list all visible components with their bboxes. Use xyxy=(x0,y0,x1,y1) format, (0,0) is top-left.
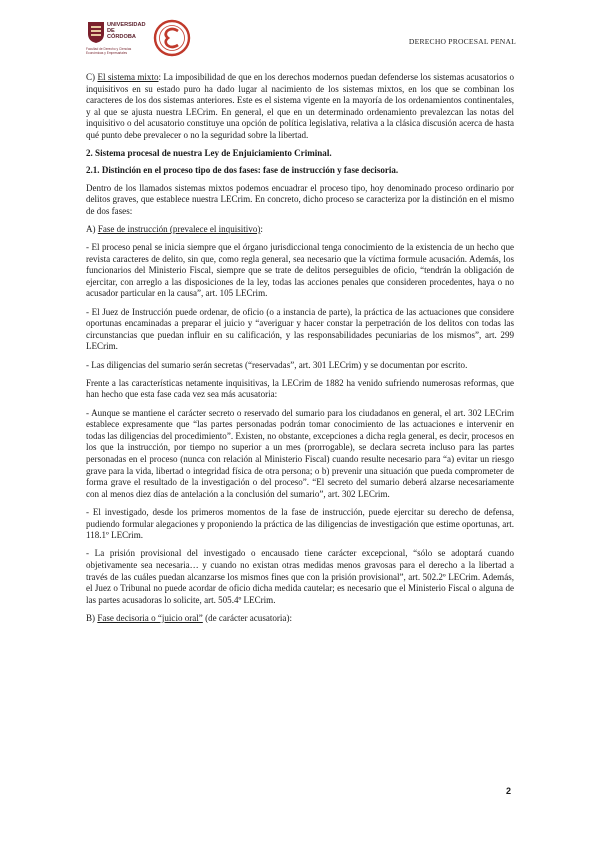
paragraph-intro: Dentro de los llamados sistemas mixtos podemos encuadrar el proceso tipo, hoy denominado proceso ordinario por delitos graves, que establece nuestra LECrim. En concreto, dicho proceso se caracteriza por la distinción en el mismo de dos fases: xyxy=(86,182,514,216)
underlined-term: Fase decisoria o “juicio oral” xyxy=(97,612,203,623)
logo-line-3: CÓRDOBA xyxy=(107,34,136,40)
paragraph: - El Juez de Instrucción puede ordenar, de oficio (o a instancia de parte), la práctica de las actuaciones que considere oportunas encaminadas a preparar el juicio y “averiguar y hacer constar la perpetración de los delitos con todas las circunstancias que puedan influir en su calificación, y las responsabilidades pecuniarias de los mismos”, art. 299 LECrim. xyxy=(86,306,514,352)
page-content xyxy=(86,72,514,631)
paragraph-text: (de carácter acusatoria): xyxy=(202,612,292,623)
logo-line-1: UNIVERSIDAD xyxy=(107,22,146,28)
faculty-name: Facultad de Derecho y Ciencias Económicas y Empresariales xyxy=(86,47,132,55)
item-label: B) xyxy=(86,612,98,623)
underlined-term: El sistema mixto xyxy=(97,72,159,82)
paragraph: - El proceso penal se inicia siempre que el órgano jurisdiccional tenga conocimiento de la existencia de un hecho que revista caracteres de delito, sin que, como regla general, sea necesario que la víctima formule acusación. Además, los funcionarios del Ministerio Fiscal, siempre que se trate de delitos perseguibles de oficio, “tendrán la obligación de ejercitar, con arreglo a las disposiciones de la ley, todas las acciones penales que consideren procedentes, haya o no acusador particular en la causa”, art. 105 LECrim. xyxy=(86,242,514,299)
item-label: C) xyxy=(86,72,98,82)
paragraph-text: : xyxy=(260,223,263,234)
document-header-title: DERECHO PROCESAL PENAL xyxy=(408,37,516,46)
faculty-e-logo-icon xyxy=(152,18,192,58)
page-header xyxy=(86,18,516,58)
paragraph: - Aunque se mantiene el carácter secreto o reservado del sumario para los ciudadanos en general, el art. 302 LECrim establece expresamente que “las partes personadas podrán tomar conocimiento de las actuaciones e intervenir en todas las diligencias del procedimiento”. Existen, no obstante, excepciones a dicha regla general, es decir, procesos en los que la instrucción, por tiempo no superior a un mes (prorrogable), se declara secreta incluso para las partes personadas en el proceso (nunca con relación al Ministerio Fiscal) cuando resulte necesario para “a) evitar un riesgo grave para la vida, libertad o integridad física de otra persona; o b) prevenir una situación que pueda comprometer de forma grave el resultado de la investigación o del proceso”. “El secreto del sumario deberá alzarse necesariamente con al menos diez días de antelación a la conclusión del sumario”, art. 302 LECrim. xyxy=(86,407,514,499)
paragraph-fase-decisoria xyxy=(86,613,514,625)
paragraph-text: : La imposibilidad de que en los derechos modernos puedan defenderse los sistemas acusatorios o inquisitivos en su estado puro ha dado lugar al nacimiento de los sistemas mixtos, en los que se combinan los caracteres de los dos sistemas anteriores. Este es el sistema vigente en la mayoría de los ordenamientos continentales, y al que se ajusta nuestra LECrim. En general, el que en un determinado ordenamiento prevalezcan las notas del inquisitivo o del acusatorio constituye una opción de política legislativa, relativa a la clásica discusión acerca de hasta qué punto debe prevalecer o no la seguridad sobre la libertad. xyxy=(86,72,514,140)
paragraph-sistema-mixto xyxy=(86,72,514,142)
section-heading: 2. Sistema procesal de nuestra Ley de Enjuiciamiento Criminal. xyxy=(86,148,332,159)
logo-line-2: DE xyxy=(107,28,115,34)
page-number: 2 xyxy=(506,786,512,796)
paragraph: - La prisión provisional del investigado o encausado tiene carácter excepcional, “sólo se adoptará cuando objetivamente sea necesaria… y cuando no existan otras medidas menos gravosas para el derecho a la libertad a través de las cuáles puedan alcanzarse los mismos fines que con la prisión provisional”, art. 502.2º LECrim. Además, el Juez o Tribunal no puede acordar de oficio dicha medida cautelar; es necesario que el Ministerio Fiscal o alguna de las partes acusadoras lo solicite, art. 505.4º LECrim. xyxy=(86,548,514,605)
paragraph: Frente a las características netamente inquisitivas, la LECrim de 1882 ha venido sufriendo numerosas reformas, que han hecho que esta fase cada vez sea más acusatoria: xyxy=(86,377,514,400)
paragraph-fase-instruccion xyxy=(86,224,514,236)
item-label: A) xyxy=(86,223,98,234)
university-logo xyxy=(86,18,148,58)
subsection-heading: 2.1. Distinción en el proceso tipo de dos fases: fase de instrucción y fase decisoria. xyxy=(86,165,399,176)
underlined-term: Fase de instrucción (prevalece el inquisitivo) xyxy=(97,223,261,234)
paragraph: - El investigado, desde los primeros momentos de la fase de instrucción, puede ejercitar su derecho de defensa, pudiendo formular alegaciones y proponiendo la práctica de las diligencias de investigación que estime oportunas, art. 118.1º LECrim. xyxy=(86,506,514,541)
paragraph: - Las diligencias del sumario serán secretas (“reservadas”, art. 301 LECrim) y se documentan por escrito. xyxy=(86,359,468,370)
university-crest-icon xyxy=(86,20,106,44)
